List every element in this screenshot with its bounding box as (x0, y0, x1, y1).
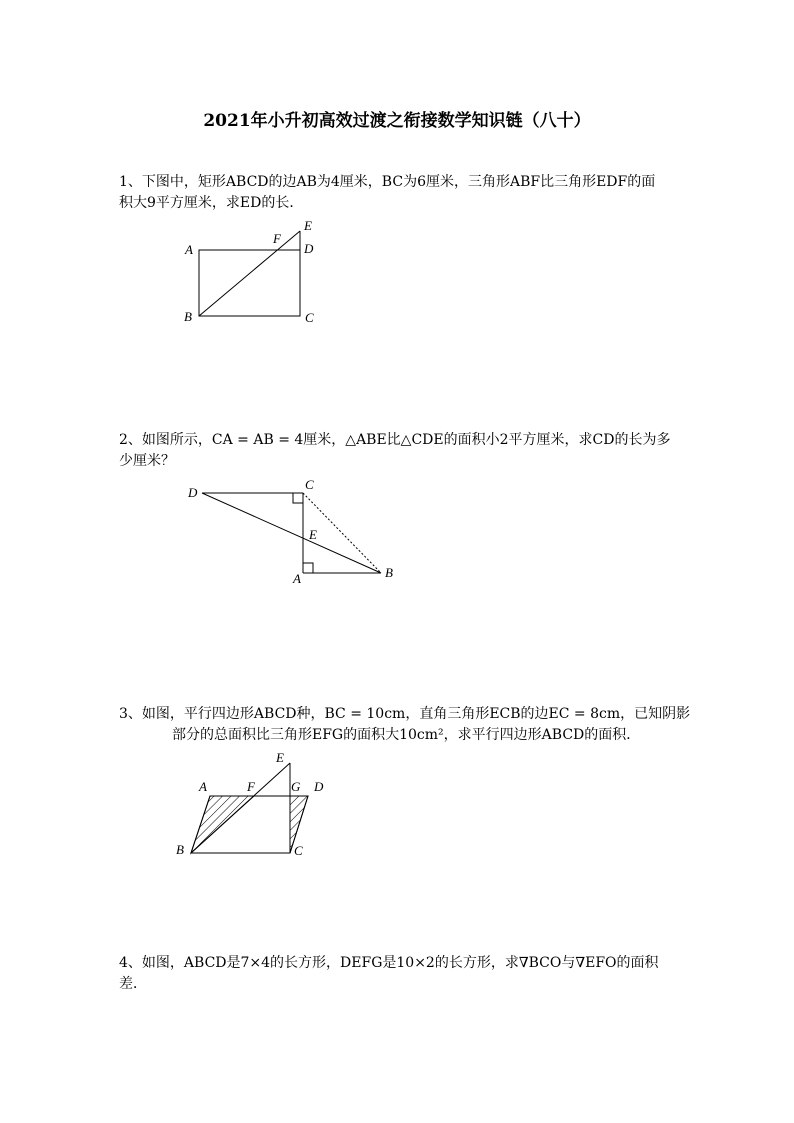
fig1-rectangle (199, 250, 300, 316)
fig2-label-e: E (309, 527, 317, 542)
problem-3-line-1: 3、如图，平行四边形ABCD种，BC = 10cm，直角三角形ECB的边EC = 8cm，已知阴影 (119, 706, 691, 722)
problem-1-line-1: 1、下图中，矩形ABCD的边AB为4厘米，BC为6厘米，三角形ABF比三角形EDF的面 (119, 174, 656, 190)
figure-2 (202, 493, 381, 573)
fig3-label-g: G (291, 779, 301, 794)
fig1-label-a: A (185, 242, 193, 257)
fig2-label-b: B (385, 565, 393, 580)
fig1-label-d: D (304, 241, 314, 256)
fig1-label-f: F (273, 231, 281, 246)
fig2-line-db (202, 493, 381, 573)
problem-1-line-2: 积大9平方厘米，求ED的长． (119, 195, 304, 211)
problem-4-line-2: 差． (119, 976, 147, 992)
fig2-right-angle-c (293, 493, 303, 503)
figure-3 (191, 763, 308, 853)
problem-4-line-1: 4、如图，ABCD是7×4的长方形，DEFG是10×2的长方形，求∇BCO与∇EFO的面积 (119, 955, 659, 971)
fig1-label-e: E (304, 218, 312, 233)
fig1-label-c: C (305, 310, 314, 325)
figure-1 (199, 231, 300, 316)
problem-2-line-1: 2、如图所示，CA = AB = 4厘米，△ABE比△CDE的面积小2平方厘米，求CD的长为多 (119, 432, 671, 448)
problem-2-line-2: 少厘米？ (119, 453, 175, 469)
fig3-label-c: C (294, 843, 303, 858)
fig2-right-angle-a (303, 563, 313, 573)
fig2-label-d: D (188, 485, 198, 500)
fig1-label-b: B (184, 309, 192, 324)
fig2-label-a: A (293, 571, 301, 586)
fig3-label-b: B (176, 842, 184, 857)
fig2-label-c: C (305, 477, 314, 492)
fig1-line-be (199, 231, 300, 316)
problem-3-line-2: 部分的总面积比三角形EFG的面积大10cm²，求平行四边形ABCD的面积． (172, 727, 641, 743)
page-title: 2021年小升初高效过渡之衔接数学知识链（八十） (203, 111, 591, 131)
fig3-label-e: E (276, 750, 284, 765)
fig3-label-a: A (199, 779, 207, 794)
fig3-label-d: D (314, 779, 324, 794)
fig3-label-f: F (247, 779, 255, 794)
